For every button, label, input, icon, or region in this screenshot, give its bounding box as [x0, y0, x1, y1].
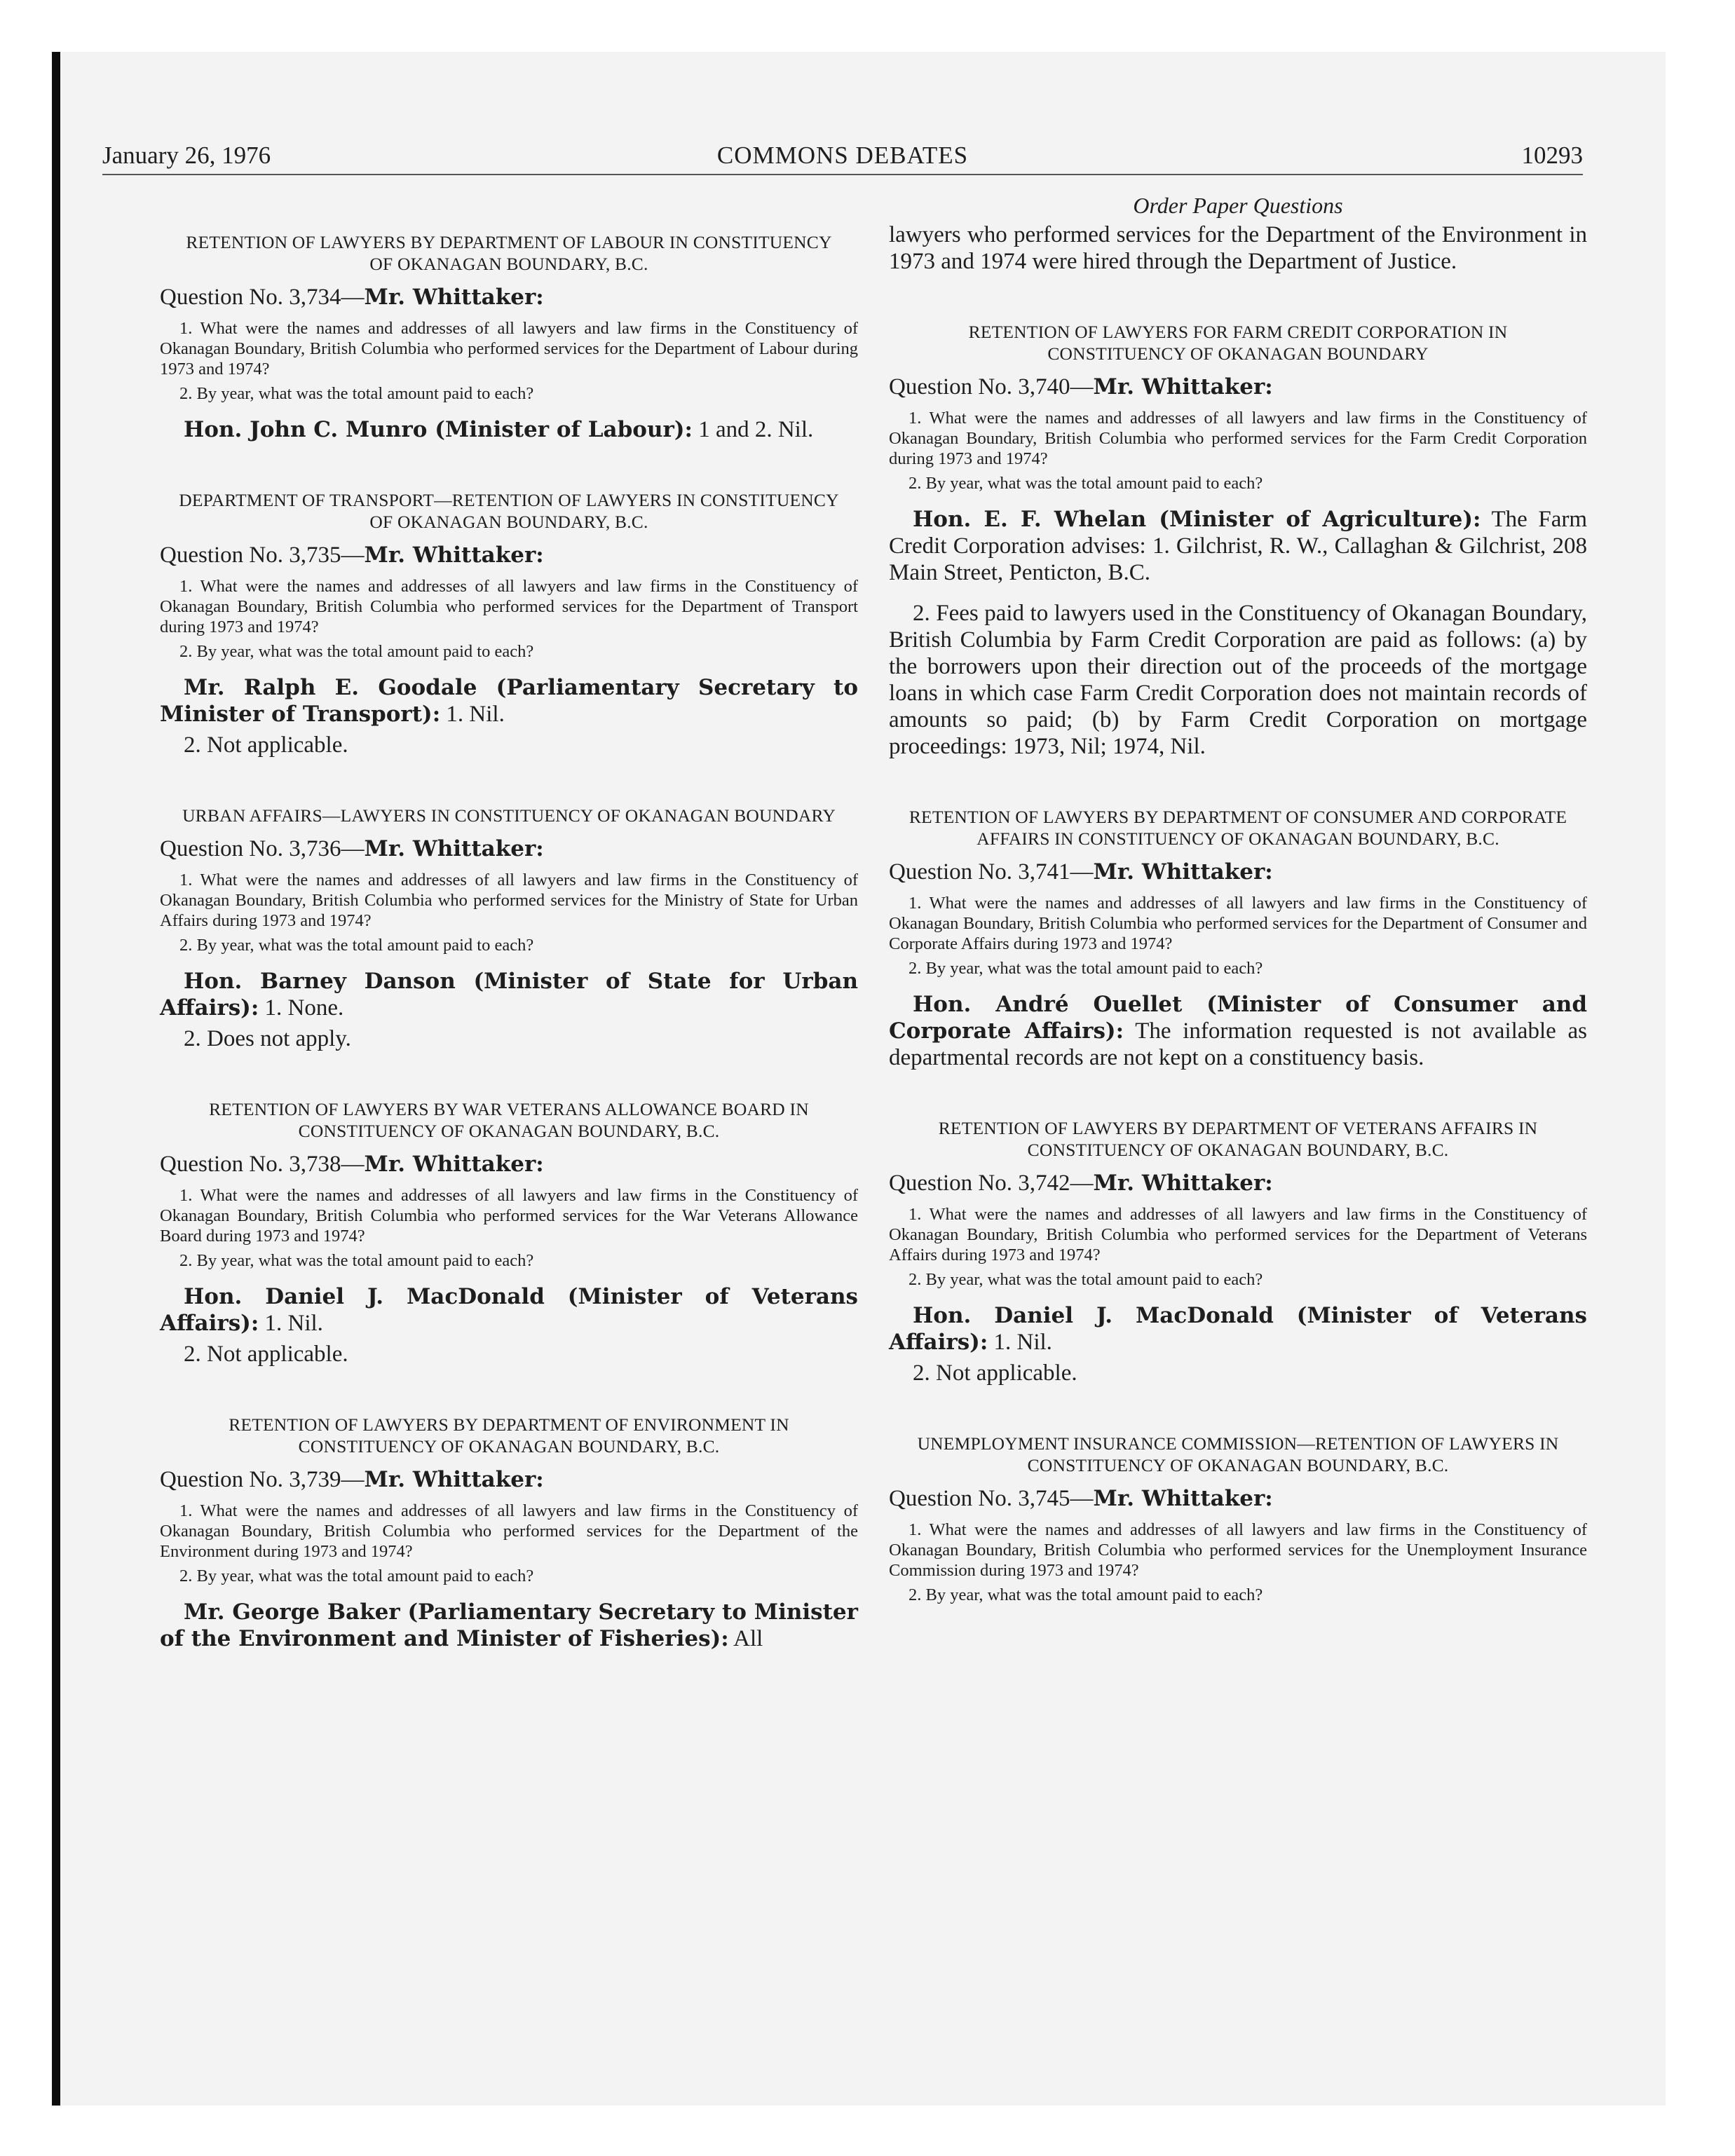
question-part-2: 2. By year, what was the total amount paid to each?	[179, 936, 534, 955]
question-part-2: 2. By year, what was the total amount paid to each?	[179, 642, 534, 661]
section-subheader: Order Paper Questions	[1133, 193, 1343, 218]
question-number: Question No. 3,738—	[160, 1152, 365, 1177]
question-heading: RETENTION OF LAWYERS BY DEPARTMENT OF VETERANS AFFAIRS IN CONSTITUENCY OF OKANAGAN BOUNDARY, B.C.	[938, 1118, 1538, 1160]
left-column	[160, 188, 858, 1698]
question-number: Question No. 3,741—	[889, 859, 1094, 885]
answer-part-2: 2. Not applicable.	[184, 1342, 348, 1367]
answering-minister: Hon. Daniel J. MacDonald (Minister of Veterans Affairs):	[889, 1303, 1587, 1355]
question-heading: URBAN AFFAIRS—LAWYERS IN CONSTITUENCY OF OKANAGAN BOUNDARY	[182, 805, 836, 826]
question-entry	[160, 231, 858, 443]
header-date: January 26, 1976	[102, 142, 271, 169]
answer	[889, 506, 1587, 586]
asking-member: Mr. Whittaker:	[364, 1467, 544, 1492]
question-part-2: 2. By year, what was the total amount paid to each?	[909, 1270, 1263, 1289]
question-heading: DEPARTMENT OF TRANSPORT—RETENTION OF LAWYERS IN CONSTITUENCY OF OKANAGAN BOUNDARY, B.C.	[179, 490, 839, 532]
question-part-2: 2. By year, what was the total amount paid to each?	[179, 384, 534, 403]
question-part-1: 1. What were the names and addresses of all lawyers and law firms in the Constituency of Okanagan Boundary, British Columbia who performed services for the Farm Credit Corporation during 1973 and 1974?	[889, 409, 1587, 468]
question-entry	[889, 806, 1587, 1071]
question-number-line	[160, 541, 858, 569]
question-part-1: 1. What were the names and addresses of all lawyers and law firms in the Constituency of Okanagan Boundary, British Columbia who performed services for the Unemployment Insurance Commission during 1973 and 1974?	[889, 1520, 1587, 1580]
question-number-line	[889, 373, 1587, 401]
question-part-1: 1. What were the names and addresses of all lawyers and law firms in the Constituency of Okanagan Boundary, British Columbia who performed services for the Department of the Environment during 1973 and 1974?	[160, 1501, 858, 1561]
answer-text: 1. Nil.	[440, 702, 505, 727]
answer	[160, 1599, 858, 1652]
question-number: Question No. 3,736—	[160, 836, 365, 861]
continued-answer-text: lawyers who performed services for the Department of the Environment in 1973 and 1974 were hired through the Department of Justice.	[889, 222, 1587, 274]
answer-text: 1. Nil.	[988, 1330, 1052, 1355]
answer	[160, 674, 858, 728]
question-part-1: 1. What were the names and addresses of all lawyers and law firms in the Constituency of Okanagan Boundary, British Columbia who performed services for the Ministry of State for Urban Affairs during 1973 and 1974?	[160, 871, 858, 930]
question-heading: RETENTION OF LAWYERS BY DEPARTMENT OF CONSUMER AND CORPORATE AFFAIRS IN CONSTITUENCY OF OKANAGAN BOUNDARY, B.C.	[909, 807, 1567, 849]
asking-member: Mr. Whittaker:	[1093, 859, 1273, 885]
question-number-line	[160, 283, 858, 311]
question-number-line	[160, 1466, 858, 1494]
answer-text: 1 and 2. Nil.	[692, 417, 814, 442]
question-part-1: 1. What were the names and addresses of all lawyers and law firms in the Constituency of Okanagan Boundary, British Columbia who performed services for the War Veterans Allowance Board during 1973 and 1974?	[160, 1186, 858, 1246]
answer	[889, 991, 1587, 1071]
question-entry	[160, 1414, 858, 1652]
answering-minister: Hon. E. F. Whelan (Minister of Agriculture):	[913, 507, 1481, 532]
answer-text: The information requested is not available as departmental records are not kept on a constituency basis.	[889, 1018, 1587, 1070]
answer-text: 1. None.	[259, 995, 344, 1021]
answer-text: The Farm Credit Corporation advises: 1. Gilchrist, R. W., Callaghan & Gilchrist, 208 Main Street, Penticton, B.C.	[889, 507, 1587, 585]
question-heading: RETENTION OF LAWYERS FOR FARM CREDIT CORPORATION IN CONSTITUENCY OF OKANAGAN BOUNDARY	[968, 322, 1508, 364]
header-publication-title: COMMONS DEBATES	[716, 142, 969, 169]
question-number: Question No. 3,745—	[889, 1486, 1094, 1511]
answer-text: 1. Nil.	[259, 1311, 323, 1336]
answering-minister: Mr. George Baker (Parliamentary Secretary to Minister of the Environment and Minister of Fisheries):	[160, 1599, 858, 1651]
answering-minister: Hon. Barney Danson (Minister of State for Urban Affairs):	[160, 969, 858, 1021]
answering-minister: Mr. Ralph E. Goodale (Parliamentary Secretary to Minister of Transport):	[160, 675, 858, 727]
answer-text: All	[728, 1626, 763, 1651]
answering-minister: Hon. Daniel J. MacDonald (Minister of Veterans Affairs):	[160, 1284, 858, 1336]
question-part-2: 2. By year, what was the total amount paid to each?	[179, 1251, 534, 1270]
asking-member: Mr. Whittaker:	[1093, 1171, 1273, 1196]
question-number: Question No. 3,734—	[160, 285, 365, 310]
question-entry	[889, 1433, 1587, 1605]
question-entry	[160, 805, 858, 1052]
question-heading: UNEMPLOYMENT INSURANCE COMMISSION—RETENTION OF LAWYERS IN CONSTITUENCY OF OKANAGAN BOUNDARY, B.C.	[917, 1433, 1559, 1475]
question-part-2: 2. By year, what was the total amount paid to each?	[909, 959, 1263, 978]
question-heading: RETENTION OF LAWYERS BY DEPARTMENT OF ENVIRONMENT IN CONSTITUENCY OF OKANAGAN BOUNDARY, B.C.	[229, 1414, 789, 1456]
asking-member: Mr. Whittaker:	[364, 1152, 544, 1177]
question-entry	[160, 489, 858, 758]
question-number-line	[889, 1169, 1587, 1197]
answer	[160, 1283, 858, 1337]
question-part-1: 1. What were the names and addresses of all lawyers and law firms in the Constituency of Okanagan Boundary, British Columbia who performed services for the Department of Veterans Affairs during 1973 and 1974?	[889, 1205, 1587, 1264]
question-entry	[889, 321, 1587, 760]
question-entry	[160, 1098, 858, 1367]
answering-minister: Hon. André Ouellet (Minister of Consumer and Corporate Affairs):	[889, 992, 1587, 1044]
answer-part-2: 2. Does not apply.	[184, 1026, 351, 1051]
question-number: Question No. 3,742—	[889, 1171, 1094, 1196]
question-number-line	[160, 835, 858, 863]
question-number-line	[889, 858, 1587, 886]
answer-paragraph: 2. Fees paid to lawyers used in the Constituency of Okanagan Boundary, British Columbia by Farm Credit Corporation are paid as follows: (a) by the borrowers upon their direction out of the proceeds of the mortgage loans in which case Farm Credit Corporation does not maintain records of amounts so paid; (b) by Farm Credit Corporation on mortgage proceedings: 1973, Nil; 1974, Nil.	[889, 601, 1587, 759]
question-part-1: 1. What were the names and addresses of all lawyers and law firms in the Constituency of Okanagan Boundary, British Columbia who performed services for the Department of Labour during 1973 and 1974?	[160, 319, 858, 378]
question-number: Question No. 3,739—	[160, 1467, 365, 1492]
asking-member: Mr. Whittaker:	[364, 836, 544, 861]
question-number: Question No. 3,735—	[160, 543, 365, 568]
asking-member: Mr. Whittaker:	[1093, 374, 1273, 400]
right-column-entries	[889, 321, 1587, 1605]
answer-part-2: 2. Not applicable.	[913, 1360, 1077, 1386]
question-number-line	[160, 1150, 858, 1178]
question-entry	[889, 1117, 1587, 1386]
asking-member: Mr. Whittaker:	[364, 543, 544, 568]
header-page-number: 10293	[1521, 142, 1583, 169]
right-column	[889, 188, 1587, 1651]
question-heading: RETENTION OF LAWYERS BY WAR VETERANS ALLOWANCE BOARD IN CONSTITUENCY OF OKANAGAN BOUNDARY, B.C.	[209, 1099, 809, 1141]
answering-minister: Hon. John C. Munro (Minister of Labour):	[184, 417, 693, 442]
answer	[160, 416, 858, 443]
question-part-1: 1. What were the names and addresses of all lawyers and law firms in the Constituency of Okanagan Boundary, British Columbia who performed services for the Department of Consumer and Corporate Affairs during 1973 and 1974?	[889, 894, 1587, 953]
question-part-2: 2. By year, what was the total amount paid to each?	[909, 1585, 1263, 1604]
question-part-1: 1. What were the names and addresses of all lawyers and law firms in the Constituency of Okanagan Boundary, British Columbia who performed services for the Department of Transport during 1973 and 1974?	[160, 577, 858, 636]
question-part-2: 2. By year, what was the total amount paid to each?	[909, 474, 1263, 493]
question-number: Question No. 3,740—	[889, 374, 1094, 400]
asking-member: Mr. Whittaker:	[1093, 1486, 1273, 1511]
running-header	[102, 140, 1583, 175]
question-part-2: 2. By year, what was the total amount paid to each?	[179, 1567, 534, 1585]
question-heading: RETENTION OF LAWYERS BY DEPARTMENT OF LABOUR IN CONSTITUENCY OF OKANAGAN BOUNDARY, B.C.	[186, 232, 832, 274]
asking-member: Mr. Whittaker:	[364, 285, 544, 310]
question-number-line	[889, 1485, 1587, 1513]
answer	[889, 1302, 1587, 1356]
answer-part-2: 2. Not applicable.	[184, 732, 348, 758]
answer	[160, 968, 858, 1021]
